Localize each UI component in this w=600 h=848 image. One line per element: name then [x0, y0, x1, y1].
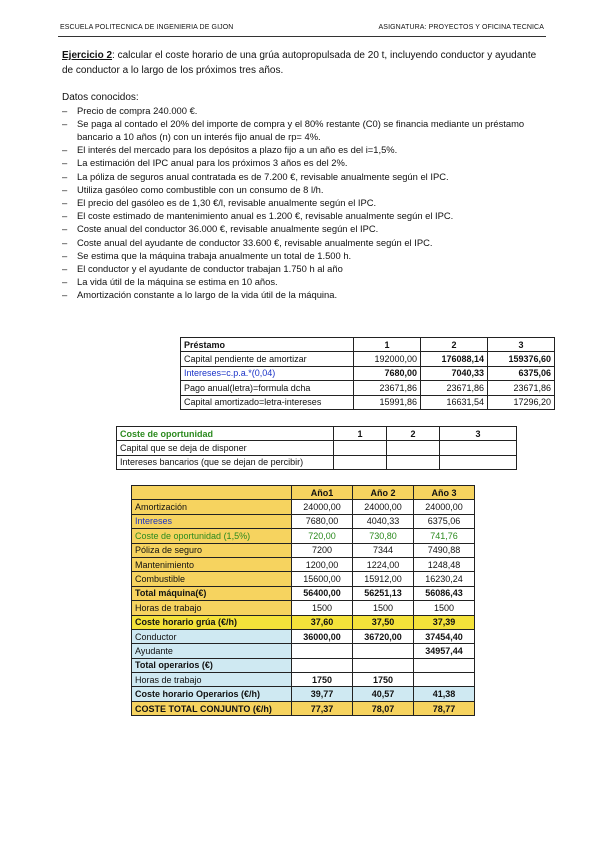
table-cell: 7680,00: [292, 514, 353, 528]
list-item: – El precio del gasóleo es de 1,30 €/l, revisable anualmente según el IPC.: [62, 196, 548, 209]
table-cell: Total máquina(€): [132, 586, 292, 600]
table-cell: 56400,00: [292, 586, 353, 600]
table-cell: 7200: [292, 543, 353, 557]
table-cell: 7680,00: [354, 366, 421, 380]
table-cell: 15600,00: [292, 572, 353, 586]
table-row: [132, 629, 475, 643]
table-cell: 23671,86: [354, 381, 421, 395]
table-cell: 36720,00: [353, 629, 414, 643]
table-cell: 15912,00: [353, 572, 414, 586]
table-cell: 730,80: [353, 529, 414, 543]
table-cell: [414, 658, 475, 672]
header-school: ESCUELA POLITECNICA DE INGENIERIA DE GIJON: [60, 24, 234, 31]
exercise-text: : calcular el coste horario de una grúa autopropulsada de 20 t, incluyendo conductor y ayudante de conductor a lo largo de los próximos tres años.: [62, 50, 537, 76]
table-cell: 24000,00: [414, 500, 475, 514]
table-cell: 1500: [353, 601, 414, 615]
table-cell: 24000,00: [353, 500, 414, 514]
table-header-row: [117, 427, 517, 441]
list-item: – El coste estimado de mantenimiento anual es 1.200 €, revisable anualmente según el IPC.: [62, 209, 548, 222]
table-cell: 78,77: [414, 701, 475, 715]
table-cell: [334, 441, 387, 455]
table-cell: 7344: [353, 543, 414, 557]
table-cell: 56251,13: [353, 586, 414, 600]
table-header-cell: Coste de oportunidad: [117, 427, 334, 441]
table-row: [132, 658, 475, 672]
table-cell: 34957,44: [414, 644, 475, 658]
table-cell: Capital amortizado=letra-intereses: [181, 395, 354, 409]
list-item: – Se estima que la máquina trabaja anualmente un total de 1.500 h.: [62, 249, 548, 262]
table-cell: Amortización: [132, 500, 292, 514]
table-cell: 37,39: [414, 615, 475, 629]
table-cell: 7490,88: [414, 543, 475, 557]
table-cell: Total operarios (€): [132, 658, 292, 672]
table-cell: 39,77: [292, 687, 353, 701]
table-row: [132, 514, 475, 528]
table-cell: 56086,43: [414, 586, 475, 600]
table-cell: 40,57: [353, 687, 414, 701]
table-row: [181, 395, 555, 409]
table-cell: 1750: [292, 673, 353, 687]
table-cell: Coste horario Operarios (€/h): [132, 687, 292, 701]
table-cell: 37454,40: [414, 629, 475, 643]
table-cell: Capital pendiente de amortizar: [181, 352, 354, 366]
table-cell: 4040,33: [353, 514, 414, 528]
list-item: – El conductor y el ayudante de conductor trabajan 1.750 h al año: [62, 262, 548, 275]
table-header-cell: [132, 486, 292, 500]
table-cell: Conductor: [132, 629, 292, 643]
table-header-cell: 2: [387, 427, 440, 441]
table-row: [132, 529, 475, 543]
table-cell: 176088,14: [421, 352, 488, 366]
table-cell: [414, 673, 475, 687]
table-row: [132, 673, 475, 687]
table-cell: 6375,06: [488, 366, 555, 380]
table-cell: 1200,00: [292, 557, 353, 571]
opportunity-table: [116, 426, 517, 470]
loan-table: [180, 337, 555, 410]
table-cell: [353, 658, 414, 672]
table-header-cell: 3: [488, 338, 555, 352]
table-cell: 1224,00: [353, 557, 414, 571]
table-row: [181, 366, 555, 380]
list-item: – Utiliza gasóleo como combustible con un consumo de 8 l/h.: [62, 183, 548, 196]
table-cell: 41,38: [414, 687, 475, 701]
table-cell: 1750: [353, 673, 414, 687]
table-row: [132, 615, 475, 629]
table-header-cell: 3: [440, 427, 517, 441]
exercise-label: Ejercicio 2: [62, 50, 113, 61]
table-row: [117, 441, 517, 455]
table-cell: Pago anual(letra)=formula dcha: [181, 381, 354, 395]
table-cell: Coste horario grúa (€/h): [132, 615, 292, 629]
exercise-statement: [62, 49, 548, 78]
table-cell: COSTE TOTAL CONJUNTO (€/h): [132, 701, 292, 715]
table-cell: 15991,86: [354, 395, 421, 409]
list-item: – Amortización constante a lo largo de la vida útil de la máquina.: [62, 288, 548, 301]
table-cell: 78,07: [353, 701, 414, 715]
list-item: – Se paga al contado el 20% del importe de compra y el 80% restante (C0) se financia mediante un préstamo bancario a 10 años (n) con un interés fijo anual de rp= 4%.: [62, 117, 548, 143]
table-cell: Intereses bancarios (que se dejan de percibir): [117, 455, 334, 469]
table-header-row: [132, 486, 475, 500]
table-cell: Mantenimiento: [132, 557, 292, 571]
table-cell: [440, 455, 517, 469]
list-item: – Coste anual del conductor 36.000 €, revisable anualmente según el IPC.: [62, 222, 548, 235]
table-cell: [334, 455, 387, 469]
table-cell: Capital que se deja de disponer: [117, 441, 334, 455]
table-cell: Coste de oportunidad (1,5%): [132, 529, 292, 543]
table-row: [117, 455, 517, 469]
table-row: [132, 543, 475, 557]
table-cell: [353, 644, 414, 658]
table-cell: 1500: [414, 601, 475, 615]
table-header-cell: Año1: [292, 486, 353, 500]
table-cell: 6375,06: [414, 514, 475, 528]
table-row: [132, 687, 475, 701]
table-row: [132, 500, 475, 514]
table-cell: 1248,48: [414, 557, 475, 571]
table-header-cell: 1: [334, 427, 387, 441]
table-cell: 741,76: [414, 529, 475, 543]
table-cell: 23671,86: [421, 381, 488, 395]
table-cell: 36000,00: [292, 629, 353, 643]
table-cell: 24000,00: [292, 500, 353, 514]
header-subject: ASIGNATURA: PROYECTOS Y OFICINA TECNICA: [378, 24, 544, 31]
table-header-cell: Año 3: [414, 486, 475, 500]
table-cell: Intereses: [132, 514, 292, 528]
table-row: [132, 557, 475, 571]
table-cell: 720,00: [292, 529, 353, 543]
table-cell: 77,37: [292, 701, 353, 715]
table-cell: 37,50: [353, 615, 414, 629]
table-cell: 16230,24: [414, 572, 475, 586]
data-known-title: Datos conocidos:: [62, 92, 139, 103]
table-cell: 159376,60: [488, 352, 555, 366]
list-item: – El interés del mercado para los depósitos a plazo fijo a un año es del i=1,5%.: [62, 143, 548, 156]
table-row: [181, 381, 555, 395]
table-cell: 7040,33: [421, 366, 488, 380]
table-cell: [440, 441, 517, 455]
list-item: – Coste anual del ayudante de conductor 33.600 €, revisable anualmente según el IPC.: [62, 236, 548, 249]
header-divider: [58, 36, 546, 37]
table-cell: 16631,54: [421, 395, 488, 409]
list-item: – Precio de compra 240.000 €.: [62, 104, 548, 117]
table-row: [132, 644, 475, 658]
table-row: [181, 352, 555, 366]
table-cell: Ayudante: [132, 644, 292, 658]
table-header-row: [181, 338, 555, 352]
table-cell: 37,60: [292, 615, 353, 629]
list-item: – La estimación del IPC anual para los próximos 3 años es del 2%.: [62, 156, 548, 169]
table-row: [132, 601, 475, 615]
table-cell: Combustible: [132, 572, 292, 586]
data-list: [62, 104, 548, 302]
table-row: [132, 586, 475, 600]
table-header-cell: 1: [354, 338, 421, 352]
table-cell: Póliza de seguro: [132, 543, 292, 557]
table-header-cell: Año 2: [353, 486, 414, 500]
table-cell: Intereses=c.p.a.*(0,04): [181, 366, 354, 380]
table-cell: 1500: [292, 601, 353, 615]
table-row: [132, 701, 475, 715]
table-cell: Horas de trabajo: [132, 673, 292, 687]
list-item: – La póliza de seguros anual contratada es de 7.200 €, revisable anualmente según el IPC.: [62, 170, 548, 183]
table-header-cell: 2: [421, 338, 488, 352]
table-header-cell: Préstamo: [181, 338, 354, 352]
table-cell: 17296,20: [488, 395, 555, 409]
table-cell: 192000,00: [354, 352, 421, 366]
table-cell: Horas de trabajo: [132, 601, 292, 615]
table-cell: [387, 455, 440, 469]
cost-table: [131, 485, 475, 716]
list-item: – La vida útil de la máquina se estima en 10 años.: [62, 275, 548, 288]
table-cell: [387, 441, 440, 455]
table-row: [132, 572, 475, 586]
table-cell: [292, 644, 353, 658]
table-cell: 23671,86: [488, 381, 555, 395]
table-cell: [292, 658, 353, 672]
